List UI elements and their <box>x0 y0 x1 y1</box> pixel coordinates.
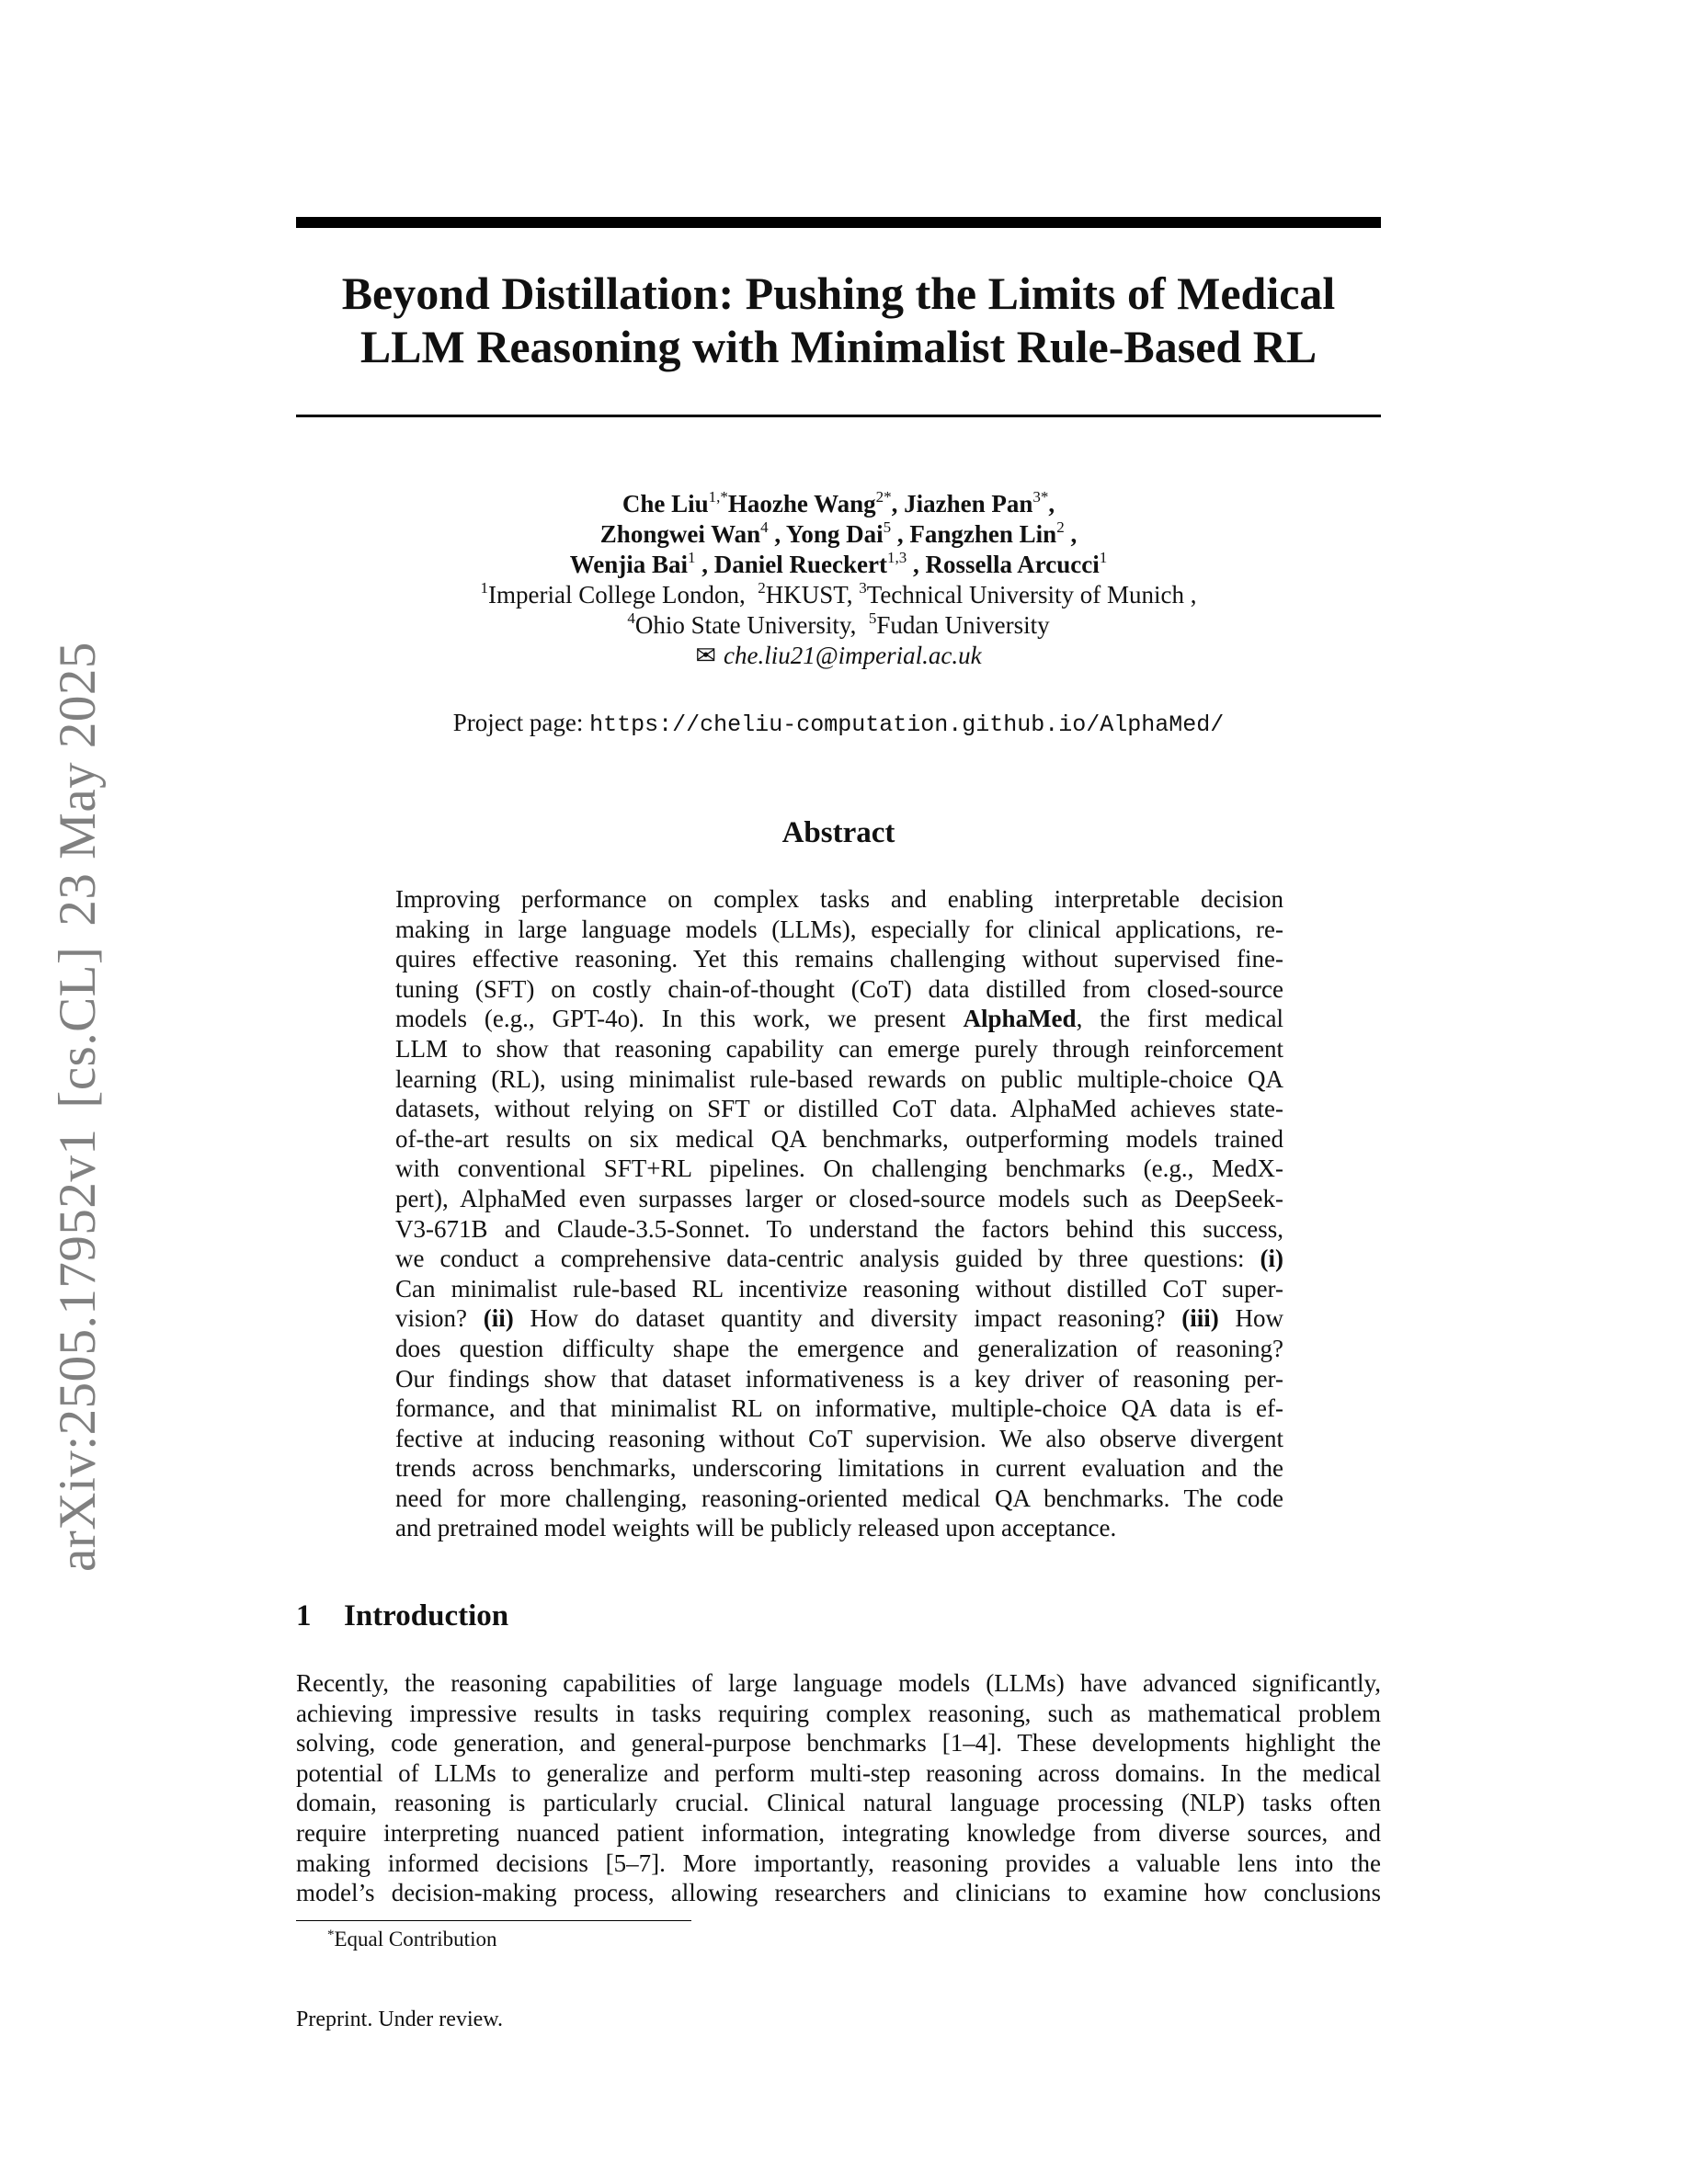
abstract-line: Improving performance on complex tasks and enabling interpretable decision <box>395 885 1283 913</box>
author-sup: 5 <box>883 518 892 536</box>
title-bottom-rule <box>296 415 1381 417</box>
alphamed-bold: AlphaMed <box>963 1005 1077 1033</box>
author-line-1: Che Liu$^{1,*}$Haozhe Wang$^{2*}$, Jiazhen Pan$^{3*}$, <box>622 488 1055 518</box>
abstract-line: of-the-art results on six medical QA benchmarks, outperforming models trained <box>395 1124 1283 1153</box>
project-page-link[interactable]: https://cheliu-computation.github.io/AlphaMed/ <box>589 711 1225 738</box>
intro-line: solving, code generation, and general-purpose benchmarks [1–4]. These developments highlight the <box>296 1729 1381 1757</box>
question-marker: (ii) <box>483 1304 514 1333</box>
author-line-3: Wenjia Bai$^1$ , Daniel Rueckert$^{1,3}$ , Rossella Arcucci$^1$ <box>569 549 1108 578</box>
author-block <box>296 489 1381 671</box>
author-name: Yong Dai <box>785 520 884 548</box>
footnote-rule <box>296 1920 691 1921</box>
abstract-line: V3-671B and Claude-3.5-Sonnet. To understand the factors behind this success, <box>395 1214 1283 1243</box>
affiliation-sup: 5 <box>868 609 877 627</box>
abstract-line <box>395 1244 1283 1274</box>
abstract-line: quires effective reasoning. Yet this remains challenging without supervised fine- <box>395 945 1283 973</box>
abstract-line <box>395 1303 1283 1334</box>
abstract-text: How do dataset quantity and diversity impact reasoning? <box>530 1304 1166 1333</box>
affiliation-sup: 3 <box>859 579 867 597</box>
abstract-line: making in large language models (LLMs), especially for clinical applications, re- <box>395 915 1283 943</box>
abstract-line: and pretrained model weights will be publicly released upon acceptance. <box>395 1514 1117 1542</box>
author-sup: 3* <box>1032 488 1049 506</box>
abstract-line: fective at inducing reasoning without CoT supervision. We also observe divergent <box>395 1424 1283 1452</box>
intro-line: achieving impressive results in tasks requiring complex reasoning, such as mathematical problem <box>296 1699 1381 1727</box>
abstract-text: How <box>1235 1304 1284 1333</box>
author-sup: 2 <box>1056 518 1065 536</box>
author-name: Daniel Rueckert <box>713 551 887 578</box>
abstract-line: LLM to show that reasoning capability can emerge purely through reinforcement <box>395 1034 1283 1063</box>
intro-line: making informed decisions [5–7]. More importantly, reasoning provides a valuable lens into the <box>296 1848 1381 1877</box>
abstract-line: need for more challenging, reasoning-oriented medical QA benchmarks. The code <box>395 1484 1283 1512</box>
section-number: 1 <box>296 1599 312 1632</box>
abstract-line: tuning (SFT) on costly chain-of-thought (CoT) data distilled from closed-source <box>395 974 1283 1003</box>
intro-line: potential of LLMs to generalize and perform multi-step reasoning across domains. In the medical <box>296 1758 1381 1787</box>
abstract-line: Our findings show that dataset informativeness is a key driver of reasoning per- <box>395 1364 1283 1393</box>
introduction-body <box>296 1668 1381 1908</box>
footnote-mark: * <box>327 1928 335 1942</box>
intro-line: domain, reasoning is particularly crucial. Clinical natural language processing (NLP) tasks often <box>296 1789 1381 1817</box>
author-sup: 1,* <box>708 488 728 506</box>
author-name: Zhongwei Wan <box>599 520 761 548</box>
author-sup: 1 <box>688 549 696 566</box>
affiliation-name: Technical University of Munich , <box>866 581 1197 609</box>
author-name: Haozhe Wang <box>727 490 876 518</box>
author-sup: 4 <box>760 518 769 536</box>
arxiv-category: [cs.CL] <box>49 946 107 1109</box>
arxiv-id: arXiv:2505.17952v1 <box>49 1128 107 1572</box>
project-page-label: Project page: <box>452 709 584 736</box>
author-name: Fangzhen Lin <box>909 520 1057 548</box>
abstract-line <box>395 1004 1283 1034</box>
author-sup: 2* <box>875 488 892 506</box>
contact-email[interactable]: che.liu21@imperial.ac.uk <box>724 642 982 669</box>
footnote <box>327 1928 496 1951</box>
project-page-line <box>296 708 1381 740</box>
author-name: Wenjia Bai <box>569 551 689 578</box>
abstract-line: learning (RL), using minimalist rule-based rewards on public multiple-choice QA <box>395 1064 1283 1093</box>
paper-title <box>296 267 1381 373</box>
abstract-line: trends across benchmarks, underscoring limitations in current evaluation and the <box>395 1454 1283 1483</box>
abstract-text: , the first medical <box>1076 1005 1284 1033</box>
intro-line: model’s decision-making process, allowing researchers and clinicians to examine how conclusions <box>296 1879 1381 1907</box>
abstract-line: pert), AlphaMed even surpasses larger or closed-source models such as DeepSeek- <box>395 1184 1283 1212</box>
author-sup: 1 <box>1099 549 1108 566</box>
affiliation-line-2 <box>296 610 1381 641</box>
intro-line: require interpreting nuanced patient information, integrating knowledge from diverse sources, and <box>296 1818 1381 1847</box>
abstract-text: vision? <box>395 1304 467 1333</box>
section-heading-introduction <box>296 1599 508 1633</box>
affiliation-name: Imperial College London, <box>488 581 746 609</box>
abstract-heading: Abstract <box>781 816 895 849</box>
title-top-rule <box>296 217 1381 228</box>
affiliation-sup: 1 <box>480 579 489 597</box>
author-name: Jiazhen Pan <box>904 490 1033 518</box>
arxiv-date: 23 May 2025 <box>49 642 107 927</box>
intro-line: Recently, the reasoning capabilities of large language models (LLMs) have advanced significantly, <box>296 1669 1381 1697</box>
abstract-body <box>395 884 1283 1543</box>
affiliation-line-1 <box>296 580 1381 610</box>
arxiv-sidebar-stamp <box>48 621 108 1572</box>
abstract-line: formance, and that minimalist RL on informative, multiple-choice QA data is ef- <box>395 1394 1283 1423</box>
author-sup: 1,3 <box>887 549 907 566</box>
contact-line <box>296 641 1381 671</box>
author-name: Che Liu <box>622 490 709 518</box>
preprint-notice: Preprint. Under review. <box>296 2008 504 2031</box>
affiliation-name: HKUST, <box>765 581 853 609</box>
abstract-line: does question difficulty shape the emergence and generalization of reasoning? <box>395 1334 1283 1362</box>
question-marker: (iii) <box>1181 1304 1219 1333</box>
envelope-icon: ✉ <box>695 642 717 669</box>
question-marker: (i) <box>1260 1245 1283 1273</box>
title-line-2: LLM Reasoning with Minimalist Rule-Based RL <box>359 321 1317 372</box>
abstract-text: models (e.g., GPT-4o). In this work, we present <box>395 1005 946 1033</box>
abstract-text: we conduct a comprehensive data-centric analysis guided by three questions: <box>395 1245 1245 1273</box>
author-name: Rossella Arcucci <box>925 551 1100 578</box>
footnote-text: Equal Contribution <box>334 1928 497 1951</box>
title-line-1: Beyond Distillation: Pushing the Limits of Medical <box>341 267 1336 319</box>
affiliation-sup: 4 <box>627 609 635 627</box>
affiliation-name: Fudan University <box>876 611 1050 639</box>
abstract-line: with conventional SFT+RL pipelines. On challenging benchmarks (e.g., MedX- <box>395 1155 1283 1183</box>
section-title: Introduction <box>344 1599 509 1632</box>
affiliation-sup: 2 <box>758 579 766 597</box>
abstract-line: Can minimalist rule-based RL incentivize reasoning without distilled CoT super- <box>395 1274 1283 1302</box>
abstract-line: datasets, without relying on SFT or distilled CoT data. AlphaMed achieves state- <box>395 1095 1283 1123</box>
affiliation-name: Ohio State University, <box>634 611 857 639</box>
author-line-2: Zhongwei Wan$^4$ , Yong Dai$^5$ , Fangzhen Lin$^2$ , <box>599 518 1078 548</box>
